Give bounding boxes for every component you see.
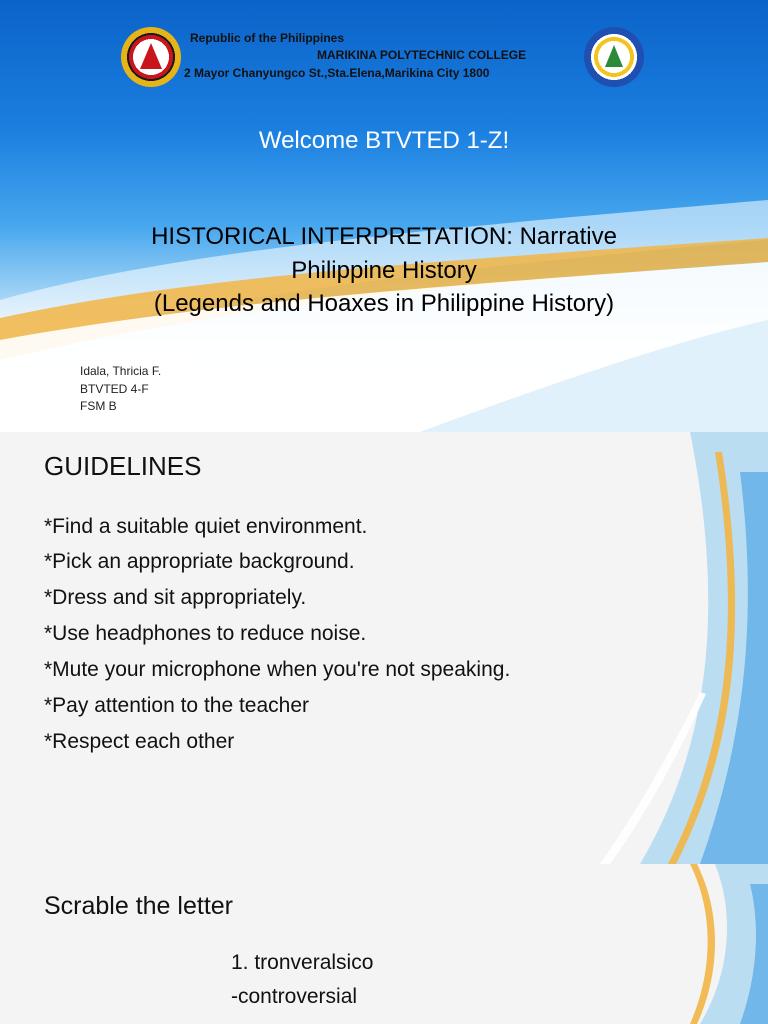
guideline-item: *Pay attention to the teacher	[44, 694, 310, 717]
guideline-item: *Mute your microphone when you're not speaking.	[44, 658, 511, 681]
college-seal-left-icon	[121, 27, 181, 87]
scramble-answer: -controversial	[231, 985, 358, 1008]
scramble-question: 1. tronveralsico	[231, 951, 374, 974]
guideline-item: *Dress and sit appropriately.	[44, 586, 307, 609]
presenter-course: BTVTED 4-F	[80, 382, 149, 396]
slide-title-line: Philippine History	[291, 257, 477, 284]
guidelines-title: GUIDELINES	[44, 451, 202, 481]
presenter-section: FSM B	[80, 399, 117, 413]
guideline-item: *Find a suitable quiet environment.	[44, 515, 368, 538]
guideline-item: *Respect each other	[44, 730, 235, 753]
background-swoosh	[0, 864, 768, 1024]
presenter-name: Idala, Thricia F.	[80, 364, 162, 378]
scramble-title: Scrable the letter	[44, 892, 233, 920]
welcome-text: Welcome BTVTED 1-Z!	[258, 127, 510, 154]
guideline-item: *Use headphones to reduce noise.	[44, 622, 367, 645]
guideline-item: *Pick an appropriate background.	[44, 550, 355, 573]
scramble-slide	[0, 864, 768, 1024]
header-college-name: MARIKINA POLYTECHNIC COLLEGE	[317, 48, 527, 62]
title-slide	[0, 0, 768, 432]
presenter-box	[76, 360, 197, 417]
header-address: 2 Mayor Chanyungco St.,Sta.Elena,Marikina City 1800	[184, 66, 490, 80]
header-republic: Republic of the Philippines	[190, 31, 345, 45]
college-seal-right-icon	[584, 27, 644, 87]
background-swoosh	[0, 432, 768, 864]
slide-title-line: (Legends and Hoaxes in Philippine History)	[153, 290, 615, 317]
slide-title-line: HISTORICAL INTERPRETATION: Narrative	[151, 223, 617, 250]
guidelines-slide	[0, 432, 768, 864]
